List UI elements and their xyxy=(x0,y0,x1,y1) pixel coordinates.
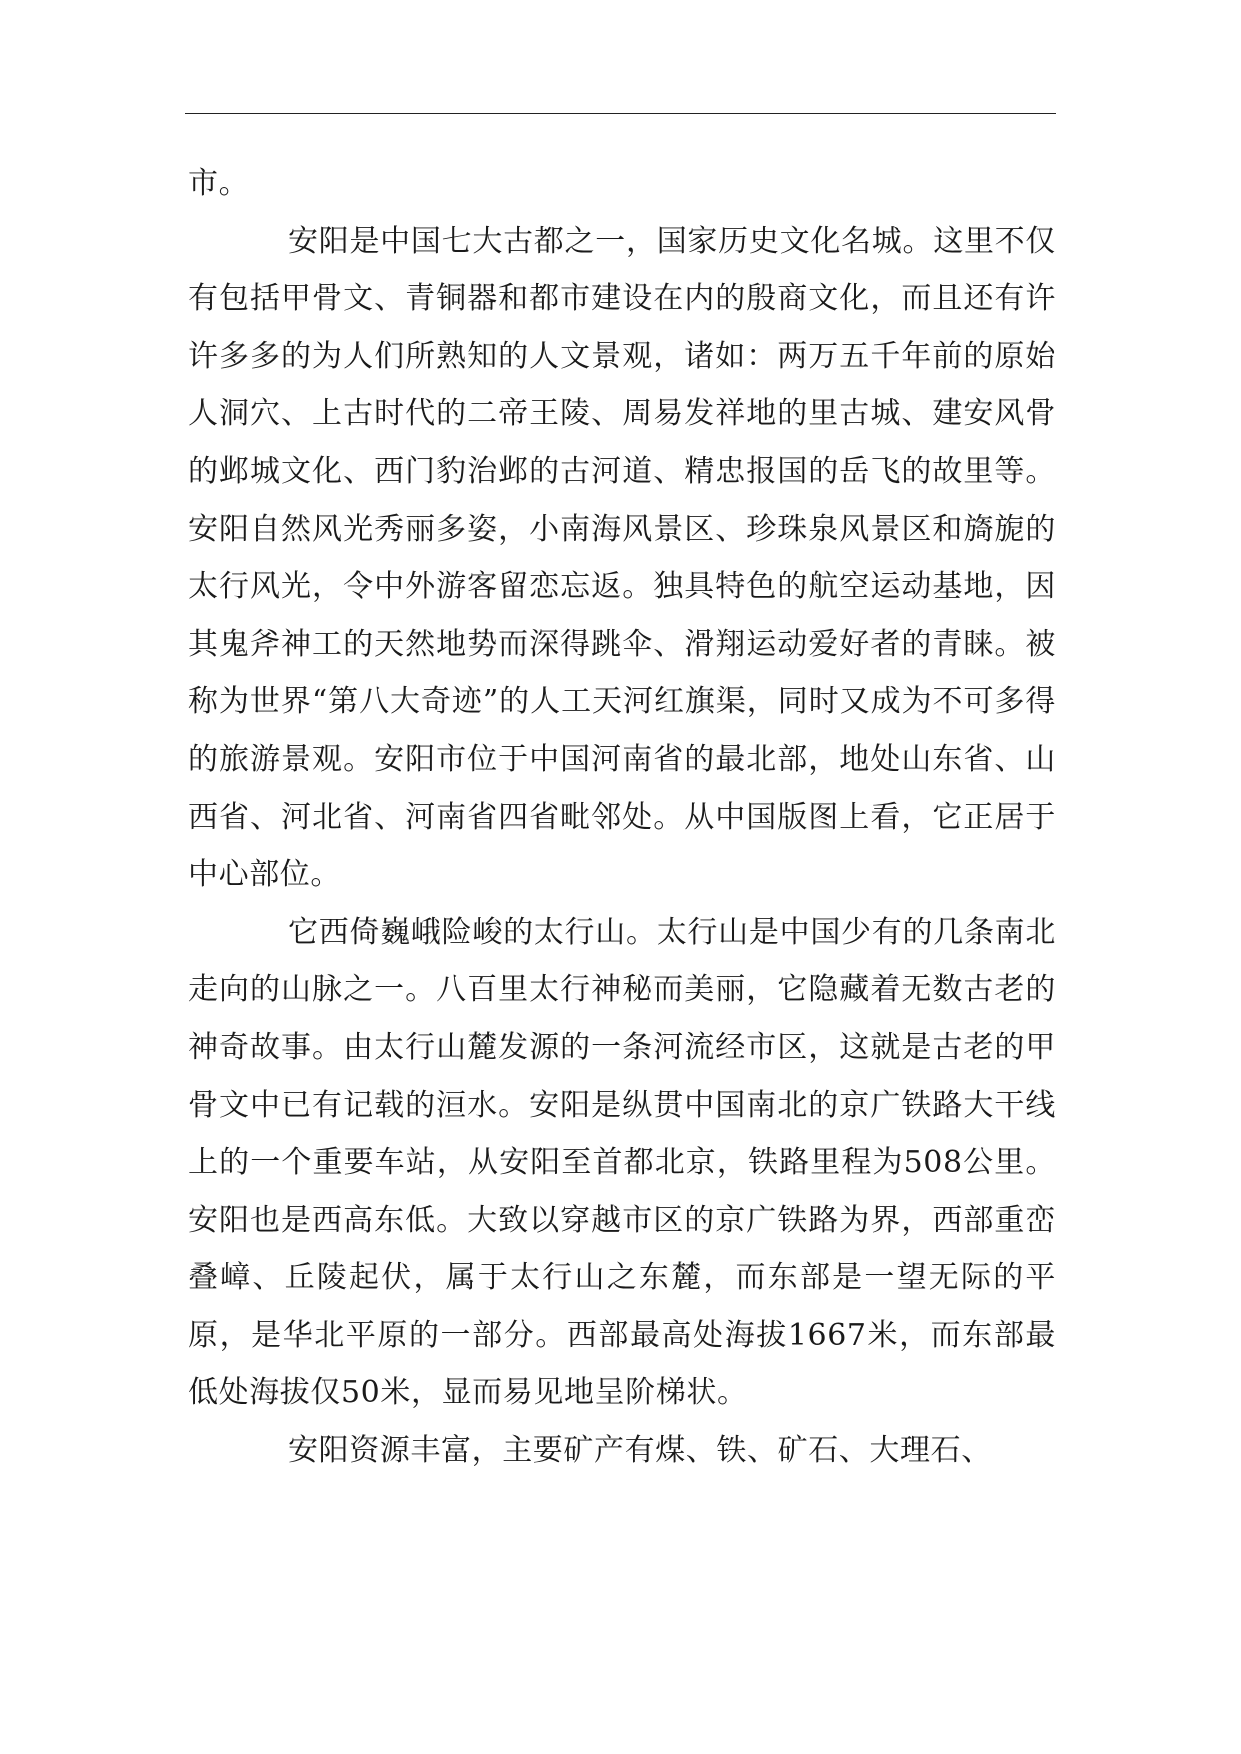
paragraph-anyang-resources: 安阳资源丰富，主要矿产有煤、铁、矿石、大理石、 xyxy=(288,1433,992,1469)
header-rule xyxy=(185,113,1056,114)
paragraph-anyang-history: 安阳是中国七大古都之一，国家历史文化名城。这里不仅有包括甲骨文、青铜器和都市建设在内的殷商文化，而且还有许许多多的为人们所熟知的人文景观，诸如：两万五千年前的原始人洞穴、上古时代的二帝王陵、周易发祥地的里古城、建安风骨的邺城文化、西门豹治邺的古河道、精忠报国的岳飞的故里等。安阳自然风光秀丽多姿，小南海风景区、珍珠泉风景区和旖旎的太行风光，令中外游客留恋忘返。独具特色的航空运动基地，因其鬼斧神工的天然地势而深得跳伞、滑翔运动爱好者的青睐。被称为世界“第八大奇迹”的人工天河红旗渠，同时又成为不可多得的旅游景观。安阳市位于中国河南省的最北部，地处山东省、山西省、河北省、河南省四省毗邻处。从中国版图上看，它正居于中心部位。 xyxy=(188,223,1056,893)
body-text xyxy=(188,155,1056,1480)
paragraph-anyang-geography: 它西倚巍峨险峻的太行山。太行山是中国少有的几条南北走向的山脉之一。八百里太行神秘而美丽，它隐藏着无数古老的神奇故事。由太行山麓发源的一条河流经市区，这就是古老的甲骨文中已有记载的洹水。安阳是纵贯中国南北的京广铁路大干线上的一个重要车站，从安阳至首都北京，铁路里程为508公里。安阳也是西高东低。大致以穿越市区的京广铁路为界，西部重峦叠嶂、丘陵起伏，属于太行山之东麓，而东部是一望无际的平原，是华北平原的一部分。西部最高处海拔1667米，而东部最低处海拔仅50米，显而易见地呈阶梯状。 xyxy=(188,914,1056,1411)
paragraph-continuation: 市。 xyxy=(188,166,250,201)
